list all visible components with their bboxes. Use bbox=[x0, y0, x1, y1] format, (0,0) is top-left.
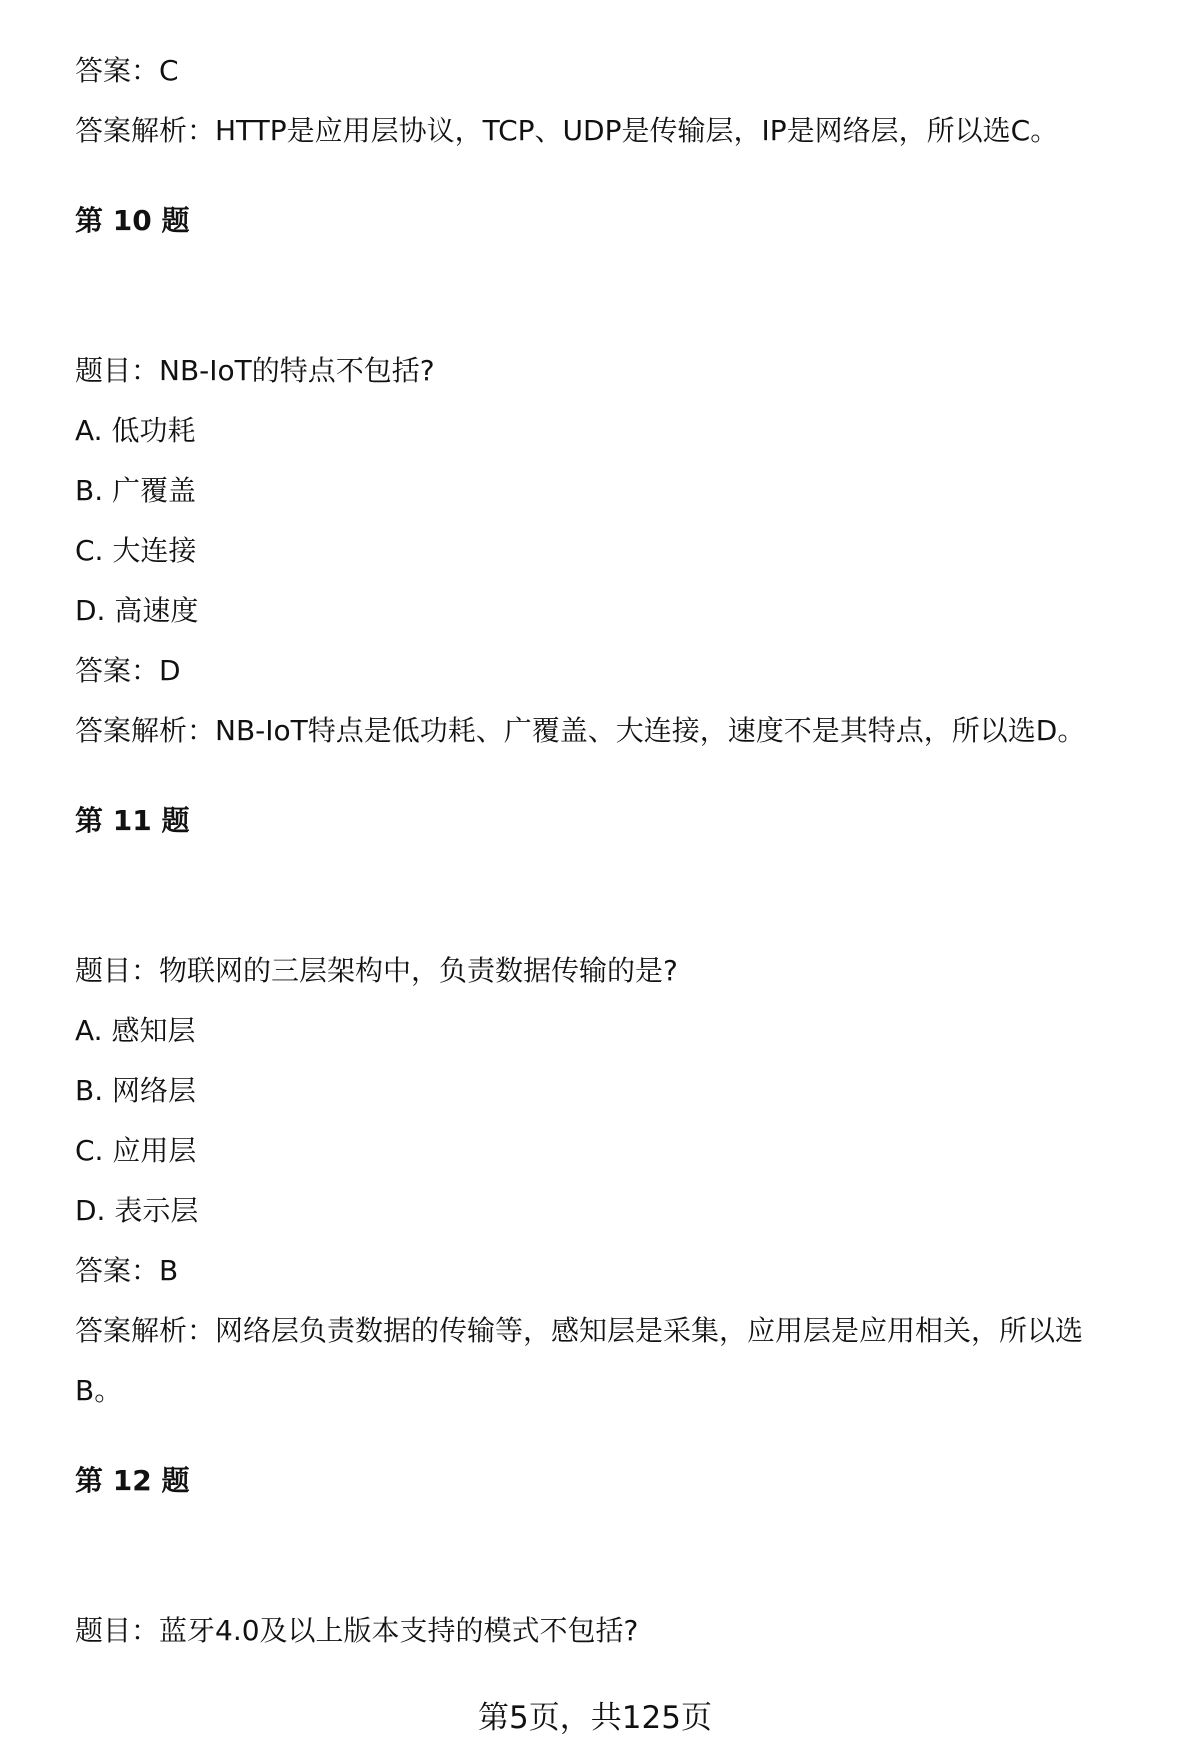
option-c: C. 应用层 bbox=[75, 1134, 197, 1167]
answer-line: 答案：D bbox=[75, 654, 181, 687]
analysis-line: 答案解析：NB-IoT特点是低功耗、广覆盖、大连接，速度不是其特点，所以选D。 bbox=[75, 714, 1086, 747]
option-d: D. 高速度 bbox=[75, 594, 199, 627]
question-text: 题目：物联网的三层架构中，负责数据传输的是? bbox=[75, 954, 678, 987]
option-b: B. 网络层 bbox=[75, 1074, 197, 1107]
option-b: B. 广覆盖 bbox=[75, 474, 197, 507]
analysis-line: 答案解析：网络层负责数据的传输等，感知层是采集，应用层是应用相关，所以选 bbox=[75, 1314, 1084, 1347]
answer-line: 答案：C bbox=[75, 54, 179, 87]
option-a: A. 低功耗 bbox=[75, 414, 196, 447]
option-c: C. 大连接 bbox=[75, 534, 197, 567]
answer-line: 答案：B bbox=[75, 1254, 179, 1287]
option-a: A. 感知层 bbox=[75, 1014, 196, 1047]
question-heading: 第 11 题 bbox=[75, 804, 190, 837]
analysis-line: 答案解析：HTTP是应用层协议，TCP、UDP是传输层，IP是网络层，所以选C。 bbox=[75, 114, 1059, 147]
option-d: D. 表示层 bbox=[75, 1194, 199, 1227]
question-heading: 第 12 题 bbox=[75, 1464, 190, 1497]
question-text: 题目：NB-IoT的特点不包括? bbox=[75, 354, 435, 387]
analysis-line-continued: B。 bbox=[75, 1374, 123, 1407]
page-footer: 第5页，共125页 bbox=[478, 1700, 712, 1736]
question-text: 题目：蓝牙4.0及以上版本支持的模式不包括? bbox=[75, 1614, 639, 1647]
question-heading: 第 10 题 bbox=[75, 204, 190, 237]
